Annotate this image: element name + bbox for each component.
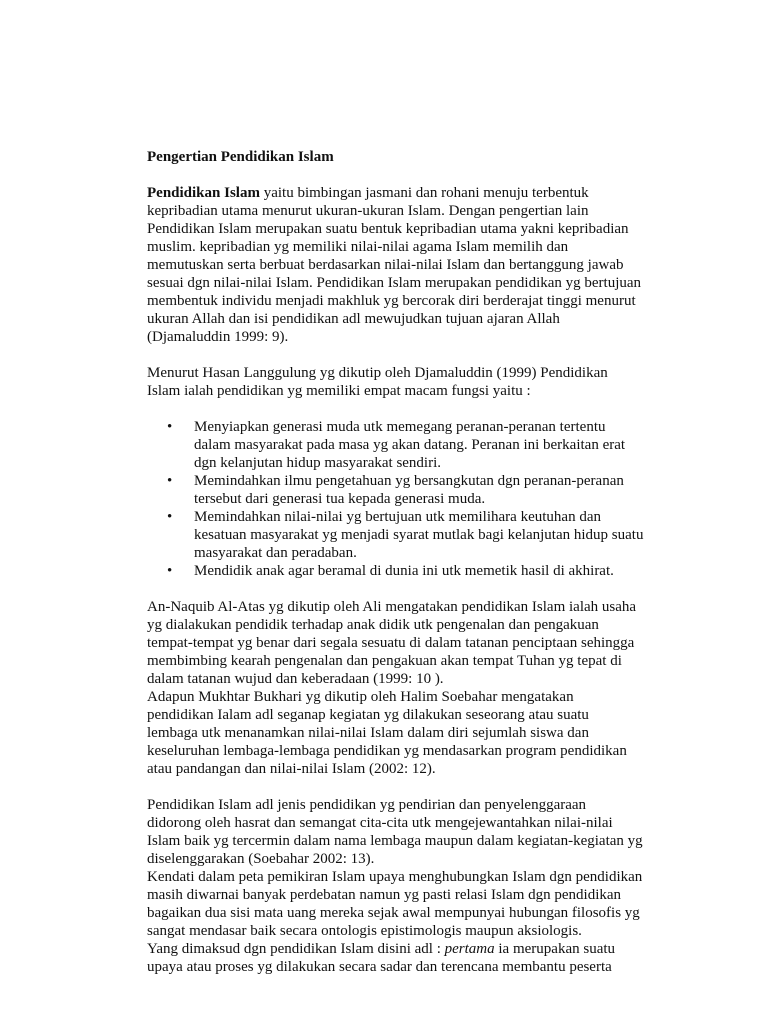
paragraph-line: didorong oleh hasrat dan semangat cita-cita utk mengejewantahkan nilai-nilai: [147, 815, 613, 831]
intro-line: memutuskan serta berbuat berdasarkan nilai-nilai Islam dan bertanggung jawab: [147, 257, 624, 273]
al-atas-paragraph: [147, 598, 667, 778]
intro-lead-bold: Pendidikan Islam: [147, 185, 260, 201]
paragraph-line: membimbing kearah pengenalan dan pengakuan akan tempat Tuhan yg tepat di: [147, 653, 622, 669]
jenis-pendidikan-paragraph: [147, 796, 667, 940]
paragraph-line: Yang dimaksud dgn pendidikan Islam disini adl :: [147, 941, 445, 957]
list-item: [147, 472, 667, 508]
intro-paragraph: [147, 184, 667, 346]
list-item-line: masyarakat dan peradaban.: [194, 545, 357, 561]
paragraph-line: dalam tatanan wujud dan keberadaan (1999: 10 ).: [147, 671, 444, 687]
intro-line: kepribadian utama menurut ukuran-ukuran Islam. Dengan pengertian lain: [147, 203, 589, 219]
intro-line: ukuran Allah dan isi pendidikan adl mewujudkan tujuan ajaran Allah: [147, 311, 560, 327]
functions-list: [147, 418, 667, 580]
yang-dimaksud-paragraph: [147, 940, 667, 976]
list-item: [147, 508, 667, 562]
list-item: [147, 418, 667, 472]
bullet-icon: •: [167, 563, 173, 579]
paragraph-line: Pendidikan Islam adl jenis pendidikan yg pendirian dan penyelenggaraan: [147, 797, 587, 813]
intro-line: muslim. kepribadian yg memiliki nilai-nilai agama Islam memilih dan: [147, 239, 569, 255]
paragraph-line: Islam baik yg tercermin dalam nama lembaga maupun dalam kegiatan-kegiatan yg: [147, 833, 643, 849]
list-item-line: Memindahkan nilai-nilai yg bertujuan utk memilihara keutuhan dan: [194, 509, 601, 525]
paragraph-line: yg dialakukan pendidik terhadap anak didik utk pengenalan dan pengakuan: [147, 617, 599, 633]
paragraph-line: An-Naquib Al-Atas yg dikutip oleh Ali mengatakan pendidikan Islam ialah usaha: [147, 599, 637, 615]
list-item-line: tersebut dari generasi tua kepada generasi muda.: [194, 491, 486, 507]
paragraph-line: atau pandangan dan nilai-nilai Islam (2002: 12).: [147, 761, 436, 777]
paragraph-line: sangat mendasar baik secara ontologis epistimologis maupun aksiologis.: [147, 923, 582, 939]
paragraph-line: tempat-tempat yg benar dari segala sesuatu di dalam tatanan penciptaan sehingga: [147, 635, 635, 651]
paragraph-line: upaya atau proses yg dilakukan secara sadar dan terencana membantu peserta: [147, 959, 612, 975]
paragraph-line: ia merupakan suatu: [494, 941, 616, 957]
intro-line: yaitu bimbingan jasmani dan rohani menuju terbentuk: [259, 185, 589, 201]
intro-line: sesuai dgn nilai-nilai Islam. Pendidikan Islam merupakan pendidikan yg bertujuan: [147, 275, 642, 291]
hasan-langgulung-paragraph: [147, 364, 667, 400]
bullet-icon: •: [167, 509, 173, 525]
intro-line: (Djamaluddin 1999: 9).: [147, 329, 289, 345]
list-item-line: Mendidik anak agar beramal di dunia ini utk memetik hasil di akhirat.: [194, 563, 614, 579]
paragraph-line: Adapun Mukhtar Bukhari yg dikutip oleh Halim Soebahar mengatakan: [147, 689, 574, 705]
document-body: [147, 148, 667, 976]
document-title: Pengertian Pendidikan Islam: [147, 149, 334, 165]
paragraph-line: pendidikan Ialam adl seganap kegiatan yg dilakukan seseorang atau suatu: [147, 707, 589, 723]
bullet-icon: •: [167, 419, 173, 435]
paragraph-line: Kendati dalam peta pemikiran Islam upaya menghubungkan Islam dgn pendidikan: [147, 869, 643, 885]
list-item-line: Memindahkan ilmu pengetahuan yg bersangkutan dgn peranan-peranan: [194, 473, 624, 489]
list-item: [147, 562, 667, 580]
paragraph-line: Islam ialah pendidikan yg memiliki empat macam fungsi yaitu :: [147, 383, 531, 399]
list-item-line: kesatuan masyarakat yg menjadi syarat mutlak bagi kelanjutan hidup suatu: [194, 527, 644, 543]
paragraph-line: bagaikan dua sisi mata uang mereka sejak awal mempunyai hubungan filosofis yg: [147, 905, 640, 921]
intro-line: membentuk individu menjadi makhluk yg bercorak diri berderajat tinggi menurut: [147, 293, 636, 309]
paragraph-line: masih diwarnai banyak perdebatan namun yg pasti relasi Islam dgn pendidikan: [147, 887, 622, 903]
paragraph-line: keseluruhan lembaga-lembaga pendidikan yg mendasarkan program pendidikan: [147, 743, 627, 759]
bullet-icon: •: [167, 473, 173, 489]
italic-term: pertama: [444, 941, 495, 957]
paragraph-line: lembaga utk menanamkan nilai-nilai Islam dalam diri sejumlah siswa dan: [147, 725, 589, 741]
list-item-line: dalam masyarakat pada masa yg akan datang. Peranan ini berkaitan erat: [194, 437, 626, 453]
intro-line: Pendidikan Islam merupakan suatu bentuk kepribadian utama yakni kepribadian: [147, 221, 629, 237]
list-item-line: dgn kelanjutan hidup masyarakat sendiri.: [194, 455, 442, 471]
paragraph-line: diselenggarakan (Soebahar 2002: 13).: [147, 851, 375, 867]
paragraph-line: Menurut Hasan Langgulung yg dikutip oleh Djamaluddin (1999) Pendidikan: [147, 365, 608, 381]
list-item-line: Menyiapkan generasi muda utk memegang peranan-peranan tertentu: [194, 419, 606, 435]
